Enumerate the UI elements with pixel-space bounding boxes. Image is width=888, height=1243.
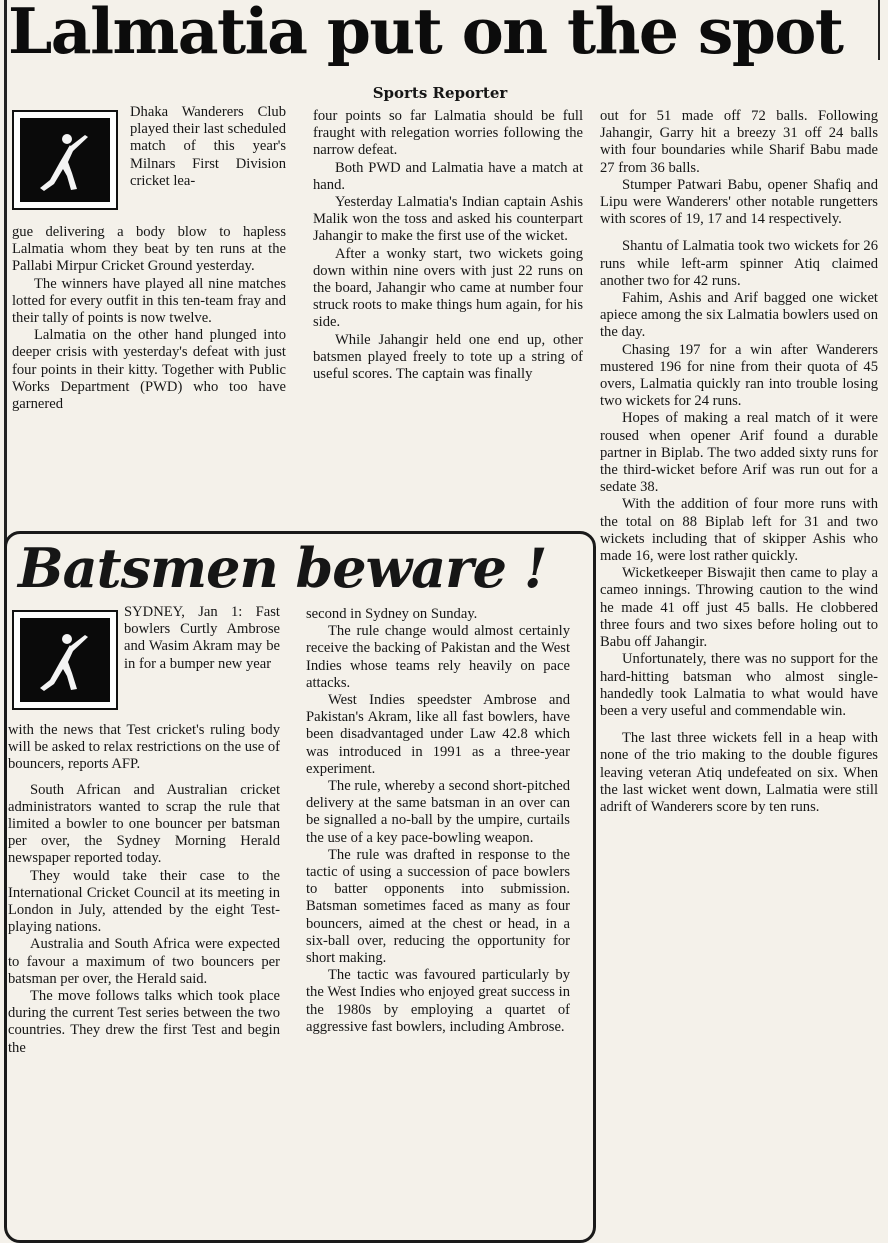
headline-rule-left [4,0,7,600]
article1-col1 [12,224,286,413]
paragraph: Lalmatia on the other hand plunged into deeper crisis with yesterday's defeat with just four points in their kitty. Together with Public Works Department (PWD) who too have garnered [12,327,286,413]
paragraph: With the addition of four more runs with the total on 88 Biplab left for 31 and two wickets including that of skipper Ashis who made 16, were lost rather quickly. [600,496,878,565]
paragraph: Wicketkeeper Biswajit then came to play a cameo innings. Throwing caution to the wind he made 41 off just 45 balls. He clobbered three fours and two sixes before holing out to Babu off Jahangir. [600,565,878,651]
article2-col1-wrap [124,604,280,673]
paragraph: The rule was drafted in response to the tactic of using a succession of pace bowlers to batter opponents into submission. Batsman sometimes faced as many as four bouncers, aimed at the chest or head, in a six-ball over, reducing the opportunity for short making. [306,846,570,967]
article1-col3 [600,108,878,816]
article2-headline: Batsmen beware ! [18,536,547,600]
paragraph: Hopes of making a real match of it were roused when opener Arif found a durable partner in Biplab. The two added sixty runs for the third-wicket before Arif was run out for a sedate 38. [600,410,878,496]
paragraph: The rule change would almost certainly receive the backing of Pakistan and the West Indies whose teams rely heavily on pace attacks. [306,623,570,691]
paragraph: SYDNEY, Jan 1: Fast bowlers Curtly Ambrose and Wasim Akram may be in for a bumper new year [124,604,280,672]
paragraph: While Jahangir held one end up, other batsmen played freely to tote up a string of useful scores. The captain was finally [313,331,583,383]
article2-col2 [306,606,570,1036]
paragraph: gue delivering a body blow to hapless Lalmatia whom they beat by ten runs at the Pallabi Mirpur Cricket Ground yesterday. [12,224,286,275]
paragraph: After a wonky start, two wickets going down within nine overs with just 22 runs on the board, Jahangir who came at number four struck roots to make things hum again, for his side. [313,245,583,331]
paragraph: second in Sydney on Sunday. [306,606,478,622]
cricket-batsman-icon [20,618,106,698]
article2-col1 [8,722,280,1057]
paragraph: The move follows talks which took place during the current Test series between the two countries. They drew the first Test and begin the [8,988,280,1056]
paragraph: Chasing 197 for a win after Wanderers mustered 196 for nine from their quota of 45 overs, Lalmatia quickly ran into trouble losing two wickets for 24 runs. [600,341,878,410]
paragraph: Fahim, Ashis and Arif bagged one wicket apiece among the six Lalmatia bowlers used on the day. [600,290,878,341]
cricket-batsman-icon [20,118,106,198]
paragraph: Dhaka Wanderers Club played their last scheduled match of this year's Milnars First Division cricket lea- [130,104,286,189]
paragraph: The tactic was favoured particularly by the West Indies who enjoyed great success in the 1980s by employing a quartet of aggressive fast bowlers, including Ambrose. [306,967,570,1035]
paragraph: Yesterday Lalmatia's Indian captain Ashis Malik won the toss and asked his counterpart Jahangir to make the first use of the wicket. [313,194,583,245]
paragraph: with the news that Test cricket's ruling body will be asked to relax restrictions on the use of bouncers, reports AFP. [8,722,280,773]
paragraph: four points so far Lalmatia should be full fraught with relegation worries following the narrow defeat. [313,108,583,159]
article1-headline: Lalmatia put on the spot [8,0,843,68]
paragraph: The rule, whereby a second short-pitched delivery at the same batsman in an over can be signalled a no-ball by the umpire, curtails the use of a key pace-bowling weapon. [306,778,570,846]
paragraph: The winners have played all nine matches lotted for every outfit in this ten-team fray and their tally of points is now twelve. [12,275,286,327]
paragraph: Shantu of Lalmatia took two wickets for 26 runs while left-arm spinner Atiq claimed another two for 42 runs. [600,238,878,289]
paragraph: Unfortunately, there was no support for the hard-hitting batsman who almost single-handedly took Lalmatia to what would have been a very useful and commendable win. [600,651,878,719]
article1-col1-wrap [130,104,286,190]
paragraph: out for 51 made off 72 balls. Following Jahangir, Garry hit a breezy 31 off 24 balls with four boundaries while Sharif Babu made 27 from 36 balls. [600,108,878,176]
paragraph: Stumper Patwari Babu, opener Shafiq and Lipu were Wanderers' other notable rungetters with scores of 19, 17 and 14 respectively. [600,176,878,228]
paragraph: Australia and South Africa were expected to favour a maximum of two bouncers per batsman per over, the Herald said. [8,936,280,987]
article1-logo [12,110,118,210]
paragraph: The last three wickets fell in a heap with none of the trio making to the double figures leaving veteran Atiq undefeated on six. When the last wicket went down, Lalmatia were still adrift of Wanderers score by ten runs. [600,730,878,815]
paragraph: South African and Australian cricket administrators wanted to scrap the rule that limited a bowler to one bouncer per batsman per over, the Sydney Morning Herald newspaper reported today. [8,781,280,867]
article1-col2 [313,108,583,383]
paragraph: West Indies speedster Ambrose and Pakistan's Akram, like all fast bowlers, have been disadvantaged under Law 42.8 which was introduced in 1991 as a three-year experiment. [306,692,570,777]
article2-logo [12,610,118,710]
paragraph: Both PWD and Lalmatia have a match at hand. [313,159,583,193]
paragraph: They would take their case to the International Cricket Council at its meeting in London in July, attended by the eight Test-playing nations. [8,867,280,936]
article1-byline: Sports Reporter [372,84,508,102]
